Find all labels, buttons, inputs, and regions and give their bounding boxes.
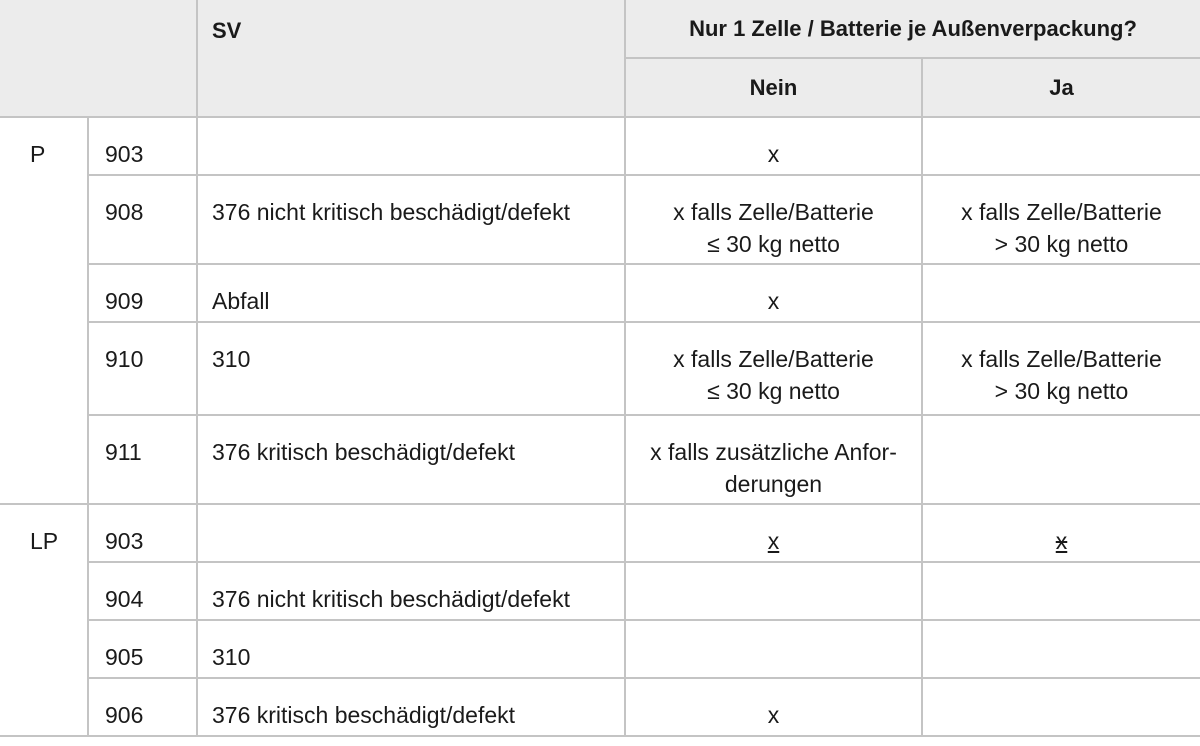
nein-line: ≤ 30 kg netto (707, 231, 840, 257)
code-cell: 904 (88, 562, 197, 620)
sv-cell: 310 (197, 322, 625, 415)
nein-mark: x (767, 141, 780, 167)
table-row (0, 322, 1200, 415)
code-cell: 903 (88, 504, 197, 562)
nein-line: x falls Zelle/Batterie (673, 346, 874, 372)
table-row (0, 264, 1200, 322)
ja-cell (922, 620, 1200, 678)
sv-cell (197, 117, 625, 175)
table-row (0, 620, 1200, 678)
ja-line: > 30 kg netto (994, 378, 1129, 404)
code-cell: 903 (88, 117, 197, 175)
table-row (0, 562, 1200, 620)
nein-cell (625, 415, 922, 504)
code-cell: 908 (88, 175, 197, 264)
ja-cell (922, 322, 1200, 415)
code-cell: 909 (88, 264, 197, 322)
nein-mark: x (767, 288, 780, 314)
ja-line: x falls Zelle/Batterie (961, 199, 1162, 225)
sv-cell: 310 (197, 620, 625, 678)
ja-cell (922, 175, 1200, 264)
table-row (0, 117, 1200, 175)
nein-line: ≤ 30 kg netto (707, 378, 840, 404)
code-cell: 911 (88, 415, 197, 504)
single-cell-question-header: Nur 1 Zelle / Batterie je Außenverpackung? (625, 0, 1200, 58)
nein-line: x falls zusätzliche Anfor- (650, 439, 897, 465)
nein-cell (625, 620, 922, 678)
sv-cell: Abfall (197, 264, 625, 322)
code-cell: 905 (88, 620, 197, 678)
sv-cell (197, 504, 625, 562)
nein-cell (625, 117, 922, 175)
nein-cell (625, 504, 922, 562)
ja-line: > 30 kg netto (994, 231, 1129, 257)
sv-cell: 376 kritisch beschädigt/defekt (197, 678, 625, 736)
group-label-p: P (0, 117, 88, 504)
group-label-lp: LP (0, 504, 88, 736)
ja-column-header: Ja (922, 58, 1200, 117)
sv-cell: 376 nicht kritisch beschädigt/defekt (197, 562, 625, 620)
ja-cell (922, 678, 1200, 736)
nein-cell (625, 562, 922, 620)
table-row (0, 175, 1200, 264)
code-cell: 910 (88, 322, 197, 415)
sv-cell: 376 kritisch beschädigt/defekt (197, 415, 625, 504)
table-row (0, 415, 1200, 504)
nein-line: derungen (724, 471, 823, 497)
nein-cell (625, 264, 922, 322)
ja-cell (922, 504, 1200, 562)
code-cell: 906 (88, 678, 197, 736)
ja-cell (922, 117, 1200, 175)
nein-mark: x (767, 702, 780, 728)
ja-cell (922, 264, 1200, 322)
sv-cell: 376 nicht kritisch beschädigt/defekt (197, 175, 625, 264)
nein-cell (625, 175, 922, 264)
nein-line: x falls Zelle/Batterie (673, 199, 874, 225)
sv-column-header: SV (197, 0, 625, 117)
nein-cell (625, 678, 922, 736)
corner-header-cell (0, 0, 197, 117)
table-row (0, 678, 1200, 736)
table-row (0, 504, 1200, 562)
ja-cell (922, 415, 1200, 504)
nein-mark-underlined: x (767, 528, 780, 554)
ja-cell (922, 562, 1200, 620)
nein-cell (625, 322, 922, 415)
nein-column-header: Nein (625, 58, 922, 117)
ja-mark-struck: x (1055, 528, 1068, 554)
ja-line: x falls Zelle/Batterie (961, 346, 1162, 372)
